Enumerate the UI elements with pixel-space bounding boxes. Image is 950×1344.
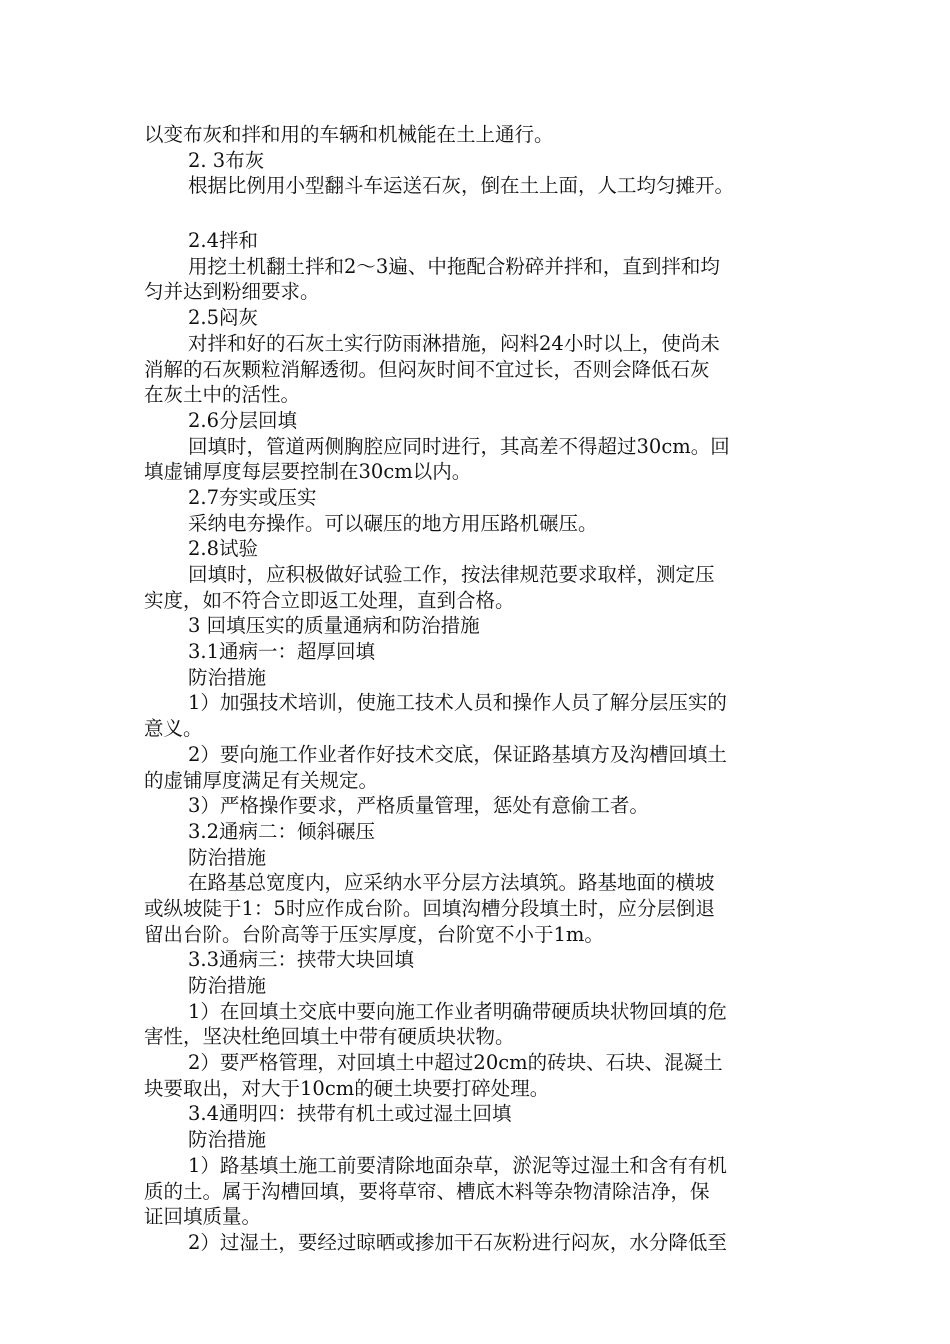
document-body bbox=[144, 122, 824, 1256]
text-line: 1）加强技术培训，使施工技术人员和操作人员了解分层压实的 bbox=[188, 691, 727, 715]
text-line: 3 回填压实的质量通病和防治措施 bbox=[188, 614, 480, 638]
text-line: 匀并达到粉细要求。 bbox=[144, 280, 320, 304]
text-line: 2）过湿土，要经过晾晒或掺加干石灰粉进行闷灰，水分降低至 bbox=[188, 1230, 727, 1254]
text-line: 的虚铺厚度满足有关规定。 bbox=[144, 768, 379, 792]
text-line: 害性，坚决杜绝回填土中带有硬质块状物。 bbox=[144, 1025, 515, 1049]
text-line: 2.6分层回填 bbox=[188, 408, 298, 432]
text-line: 3.2通病二：倾斜碾压 bbox=[188, 819, 376, 843]
text-line: 实度，如不符合立即返工处理，直到合格。 bbox=[144, 588, 515, 612]
text-line: 回填时，应积极做好试验工作，按法律规范要求取样，测定压 bbox=[188, 563, 715, 586]
text-line: 防治措施 bbox=[188, 665, 267, 689]
text-line: 防治措施 bbox=[188, 845, 267, 869]
text-line: 2.5闷灰 bbox=[188, 306, 259, 330]
text-line: 意义。 bbox=[144, 717, 203, 741]
text-line: 2.8试验 bbox=[188, 537, 259, 561]
text-line: 在灰土中的活性。 bbox=[144, 383, 301, 407]
text-line: 或纵坡陡于1：5时应作成台阶。回填沟槽分段填土时，应分层倒退 bbox=[144, 896, 715, 920]
text-line: 证回填质量。 bbox=[144, 1205, 262, 1229]
blank-line bbox=[144, 199, 824, 228]
text-line: 3.4通明四：挟带有机土或过湿土回填 bbox=[188, 1102, 512, 1126]
text-line: 2. 3布灰 bbox=[188, 148, 265, 172]
text-line: 3.3通病三：挟带大块回填 bbox=[188, 948, 415, 972]
text-line: 块要取出，对大于10cm的硬土块要打碎处理。 bbox=[144, 1076, 550, 1100]
text-line: 3.1通病一：超厚回填 bbox=[188, 640, 376, 664]
text-line: 质的土。属于沟槽回填，要将草帘、槽底木料等杂物清除洁净，保 bbox=[144, 1179, 710, 1203]
text-line: 3）严格操作要求，严格质量管理，惩处有意偷工者。 bbox=[188, 794, 649, 818]
text-line: 2）要向施工作业者作好技术交底，保证路基填方及沟槽回填土 bbox=[188, 742, 727, 766]
text-line: 采纳电夯操作。可以碾压的地方用压路机碾压。 bbox=[188, 511, 598, 535]
text-line: 1）在回填土交底中要向施工作业者明确带硬质块状物回填的危 bbox=[188, 999, 727, 1023]
text-line: 2.7夯实或压实 bbox=[188, 485, 317, 509]
text-line: 留出台阶。台阶高等于压实厚度，台阶宽不小于1m。 bbox=[144, 922, 604, 946]
text-line: 1）路基填土施工前要清除地面杂草，淤泥等过湿土和含有有机 bbox=[188, 1153, 727, 1177]
text-line: 防治措施 bbox=[188, 974, 267, 997]
text-line: 回填时，管道两侧胸腔应同时进行，其高差不得超过30cm。回 bbox=[188, 434, 730, 458]
text-line: 2.4拌和 bbox=[188, 229, 259, 253]
text-line: 以变布灰和拌和用的车辆和机械能在土上通行。 bbox=[144, 123, 554, 146]
text-line: 根据比例用小型翻斗车运送石灰，倒在土上面，人工均匀摊开。 bbox=[188, 174, 735, 198]
text-line: 防治措施 bbox=[188, 1128, 267, 1152]
text-line: 对拌和好的石灰土实行防雨淋措施，闷料24小时以上，使尚未 bbox=[188, 331, 720, 355]
text-line: 在路基总宽度内，应采纳水平分层方法填筑。路基地面的横坡 bbox=[188, 871, 715, 895]
text-line: 用挖土机翻土拌和2～3遍、中拖配合粉碎并拌和，直到拌和均 bbox=[188, 254, 720, 278]
text-line: 消解的石灰颗粒消解透彻。但闷灰时间不宜过长，否则会降低石灰 bbox=[144, 357, 710, 381]
text-line: 填虚铺厚度每层要控制在30cm以内。 bbox=[144, 460, 472, 484]
text-line: 2）要严格管理，对回填土中超过20cm的砖块、石块、混凝土 bbox=[188, 1051, 723, 1075]
